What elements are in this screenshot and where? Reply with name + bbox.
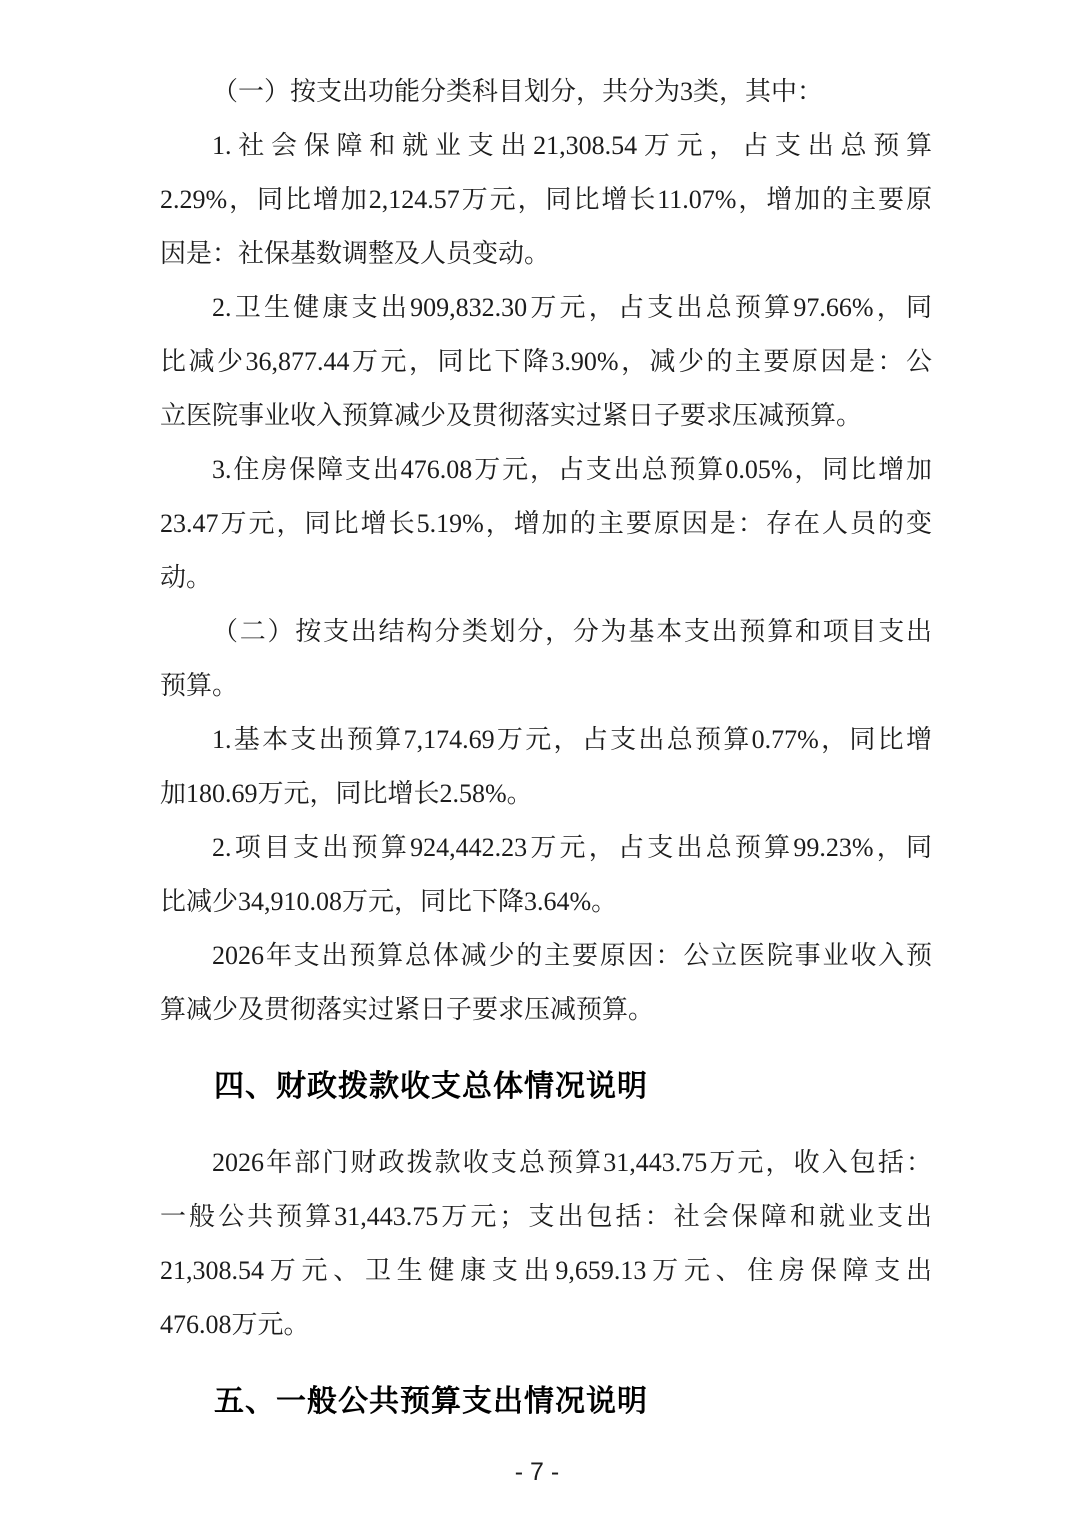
text-line: 加180.69万元，同比增长2.58%。 <box>160 779 533 808</box>
text-line: 23.47万元，同比增长5.19%，增加的主要原因是：存在人员的变 <box>160 509 932 538</box>
paragraph <box>160 713 932 821</box>
text-line: 2026年部门财政拨款收支总预算31,443.75万元，收入包括： <box>212 1148 932 1177</box>
page-number: - 7 - <box>514 1458 560 1486</box>
paragraph <box>160 605 932 713</box>
paragraph <box>160 119 932 281</box>
text-line: 因是：社保基数调整及人员变动。 <box>160 239 551 268</box>
paragraph <box>160 65 932 119</box>
text-line: 动。 <box>160 563 213 592</box>
text-line: 比减少36,877.44万元，同比下降3.90%，减少的主要原因是：公 <box>160 347 932 376</box>
text-line: 476.08万元。 <box>160 1310 310 1339</box>
paragraph <box>160 281 932 443</box>
paragraph <box>160 821 932 929</box>
text-line: （二）按支出结构分类划分，分为基本支出预算和项目支出 <box>212 617 932 646</box>
text-line: 2.卫生健康支出909,832.30万元，占支出总预算97.66%，同 <box>212 293 932 322</box>
page-footer <box>0 1458 1074 1487</box>
text-line: 比减少34,910.08万元，同比下降3.64%。 <box>160 887 618 916</box>
paragraph <box>160 1136 932 1352</box>
paragraph <box>160 443 932 605</box>
document-body <box>160 65 932 1451</box>
section-heading: 五、一般公共预算支出情况说明 <box>214 1385 648 1418</box>
text-line: （一）按支出功能分类科目划分，共分为3类，其中： <box>212 77 824 106</box>
text-line: 2.29%，同比增加2,124.57万元，同比增长11.07%，增加的主要原 <box>160 185 932 214</box>
text-line: 1.基本支出预算7,174.69万元，占支出总预算0.77%，同比增 <box>212 725 932 754</box>
text-line: 2.项目支出预算924,442.23万元，占支出总预算99.23%，同 <box>212 833 932 862</box>
text-line: 3.住房保障支出476.08万元，占支出总预算0.05%，同比增加 <box>212 455 932 484</box>
text-line: 算减少及贯彻落实过紧日子要求压减预算。 <box>160 995 655 1024</box>
text-line: 21,308.54万元、卫生健康支出9,659.13万元、住房保障支出 <box>160 1256 932 1285</box>
text-line: 一般公共预算31,443.75万元；支出包括：社会保障和就业支出 <box>160 1202 932 1231</box>
text-line: 预算。 <box>160 671 239 700</box>
text-line: 1.社会保障和就业支出21,308.54万元，占支出总预算 <box>212 131 932 160</box>
text-line: 2026年支出预算总体减少的主要原因：公立医院事业收入预 <box>212 941 932 970</box>
section-heading: 四、财政拨款收支总体情况说明 <box>214 1070 648 1103</box>
paragraph <box>160 929 932 1037</box>
text-line: 立医院事业收入预算减少及贯彻落实过紧日子要求压减预算。 <box>160 401 863 430</box>
